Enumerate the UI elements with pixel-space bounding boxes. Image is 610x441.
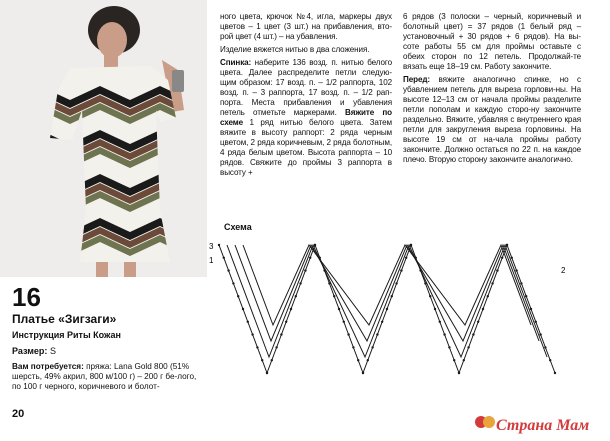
back-label: Спинка: [220, 58, 252, 67]
pattern-author: Инструкция Риты Кожан [12, 330, 121, 340]
row-label-3: 3 [209, 242, 214, 251]
back-text: наберите 136 возд. п. нитью белого цвета. Далее распределите петли следую-щим образом: 17 возд. п. – 1/2 раппорта, 102 возд. п. – 3 раппорта, 17 возд. п. – 1/2 рап-порта. Места прибавления и убавления петель отметьте маркерами. [220, 58, 392, 117]
back-section [220, 58, 392, 178]
stitch-mark [381, 321, 383, 323]
stitch-mark [328, 282, 330, 284]
crochet-chart [205, 233, 585, 405]
size-line [12, 346, 56, 356]
stitch-mark [271, 359, 273, 361]
stitch-mark [477, 321, 479, 323]
stitch-mark [232, 282, 234, 284]
stitch-mark [491, 282, 493, 284]
stitch-mark [482, 308, 484, 310]
stitch-mark [299, 282, 301, 284]
pattern-title: Платье «Зигзаги» [12, 312, 117, 326]
size-label: Размер: [12, 346, 48, 356]
stitch-mark [338, 308, 340, 310]
pattern-number: 16 [12, 282, 41, 312]
stitch-mark [535, 321, 537, 323]
instructions-column-1 [220, 12, 392, 181]
stitch-mark [453, 359, 455, 361]
yarn-note: Изделие вяжется нитью в два сложения. [220, 45, 370, 54]
stitch-mark [463, 359, 465, 361]
stitch-mark [333, 295, 335, 297]
stitch-mark [285, 321, 287, 323]
materials-text: пряжа: Lana Gold 800 (51% шерсть, 49% акрил, 800 м/100 г) – 200 г бе-лого, по 100 г черного, коричневого и болот- [12, 362, 197, 391]
stitch-mark [266, 372, 268, 374]
model-illustration [0, 0, 207, 277]
stitch-mark [309, 257, 311, 259]
stitch-mark [549, 359, 551, 361]
stitch-mark [391, 295, 393, 297]
stitch-mark [295, 295, 297, 297]
stitch-mark [458, 372, 460, 374]
stitch-mark [314, 244, 316, 246]
stitch-mark [544, 346, 546, 348]
stitch-mark [323, 269, 325, 271]
stitch-mark [515, 269, 517, 271]
stitch-mark [376, 333, 378, 335]
size-value: S [49, 346, 56, 356]
stitch-mark [443, 333, 445, 335]
watermark-text: Страна Мам [496, 417, 590, 434]
stitch-mark [419, 269, 421, 271]
stitch-mark [352, 346, 354, 348]
stitch-mark [357, 359, 359, 361]
chart-row-2 [227, 245, 547, 357]
stitch-mark [424, 282, 426, 284]
front-section [403, 75, 581, 165]
stitch-mark [506, 244, 508, 246]
row-label-2: 2 [561, 266, 566, 275]
stitch-mark [218, 244, 220, 246]
stitch-mark [347, 333, 349, 335]
stitch-mark [487, 295, 489, 297]
front-label: Перед: [403, 75, 430, 84]
intro-text: ного цвета, крючок №4, игла, маркеры двух цветов – 1 цвет (3 шт.) на прибавления, вто-рой цвет (4 шт.) – на убавления. [220, 12, 392, 41]
stitch-mark [256, 346, 258, 348]
stitch-mark [362, 372, 364, 374]
stitch-mark [434, 308, 436, 310]
continue-text: 6 рядов (3 полоски – черный, коричневый и болотный цвет) = 37 рядов (1 белый ряд – установочный + 30 рядов + 6 рядов). На вы-соте работы 55 см для проймы оставьте с обеих сторон по 12 петель. Продолжай-те вязать еще 18–19 см. Работу закончите. [403, 12, 581, 71]
stitch-mark [429, 295, 431, 297]
stitch-mark [280, 333, 282, 335]
stitch-mark [304, 269, 306, 271]
materials-label: Вам потребуется: [12, 362, 84, 371]
stitch-mark [467, 346, 469, 348]
stitch-mark [290, 308, 292, 310]
stitch-mark [410, 244, 412, 246]
stitch-mark [520, 282, 522, 284]
stitch-mark [367, 359, 369, 361]
materials-block [12, 362, 202, 392]
chart-label: Схема [224, 222, 252, 232]
stitch-mark [511, 257, 513, 259]
dress-photo [0, 0, 207, 277]
stitch-mark [227, 269, 229, 271]
stitch-mark [439, 321, 441, 323]
stitch-mark [530, 308, 532, 310]
stitch-mark [405, 257, 407, 259]
row-label-1: 1 [209, 256, 214, 265]
stitch-mark [554, 372, 556, 374]
stitch-mark [400, 269, 402, 271]
stitch-mark [448, 346, 450, 348]
stitch-mark [496, 269, 498, 271]
scheme-label: Вяжите по схеме [220, 108, 392, 127]
stitch-mark [247, 321, 249, 323]
front-text: вяжите аналогично спинке, но с убавлением петель для выреза горлови-ны. На высоте 12–13 см от начала проймы разделите петли пополам и каждую сторо-ну закончите раздельно. Вяжите, убавляя с внутреннего края петли для закругления выреза горловины. На высоте 19 см от на-чала проймы работу закончите. Должно остаться по 22 п. на каждое плечо. Вторую сторону закончите аналогично. [403, 75, 581, 164]
stitch-mark [242, 308, 244, 310]
stitch-mark [501, 257, 503, 259]
stitch-mark [251, 333, 253, 335]
stitch-mark [415, 257, 417, 259]
back-text-2: 1 ряд нитью белого цвета. Затем вяжите в высоту раппорт: 2 ряда черным цветом, 2 ряда коричневым, 2 ряда болотным, 4 ряда белым цветом. Высота раппорта – 10 рядов. Свяжите до проймы 3 раппорта в высоту + [220, 118, 392, 177]
stitch-mark [343, 321, 345, 323]
instructions-column-2 [403, 12, 581, 168]
stitch-mark [371, 346, 373, 348]
page-number: 20 [12, 408, 25, 420]
stitch-mark [539, 333, 541, 335]
stitch-mark [472, 333, 474, 335]
stitch-mark [386, 308, 388, 310]
stitch-mark [319, 257, 321, 259]
stitch-mark [525, 295, 527, 297]
stitch-mark [261, 359, 263, 361]
stitch-mark [223, 257, 225, 259]
stitch-mark [395, 282, 397, 284]
stitch-mark [237, 295, 239, 297]
watermark-logo-icon [472, 410, 498, 434]
stitch-mark [275, 346, 277, 348]
